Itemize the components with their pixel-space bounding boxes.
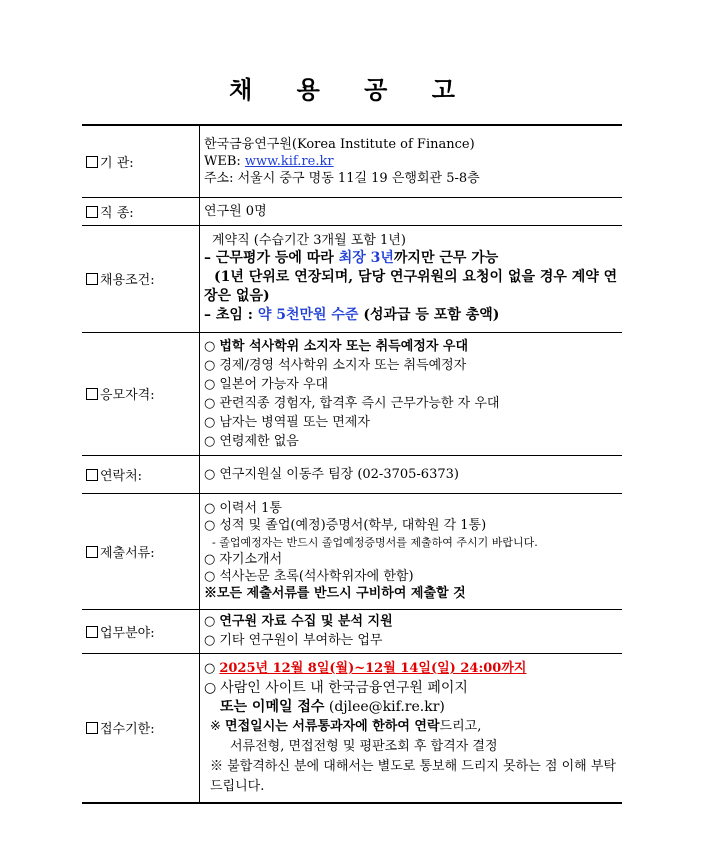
agency-web bbox=[204, 153, 620, 170]
label-contact bbox=[82, 455, 200, 493]
list-item bbox=[204, 568, 620, 585]
circle-icon: ○ bbox=[204, 466, 216, 482]
list-item bbox=[204, 631, 620, 650]
deadline-period bbox=[204, 659, 620, 679]
deadline-method-site bbox=[204, 679, 620, 698]
agency-address: 주소: 서울시 중구 명동 11길 19 은행회관 5-8층 bbox=[204, 170, 480, 186]
conditions-salary bbox=[204, 306, 620, 325]
circle-icon: ○ bbox=[204, 414, 216, 430]
item-text: 연구원 자료 수집 및 분석 지원 bbox=[219, 614, 393, 629]
text: 까지만 근무 가능 bbox=[393, 250, 499, 266]
label-text: 연락처: bbox=[100, 468, 143, 484]
item-text: 기타 연구원이 부여하는 업무 bbox=[219, 633, 383, 648]
circle-icon: ○ bbox=[204, 660, 216, 676]
label-agency bbox=[82, 125, 200, 197]
checkbox-icon bbox=[86, 546, 98, 558]
deadline-method-email bbox=[204, 698, 620, 717]
list-item bbox=[204, 432, 620, 451]
text: – 근무평가 등에 따라 bbox=[204, 250, 339, 266]
content-conditions bbox=[200, 225, 623, 332]
label-text: 응모자격: bbox=[100, 388, 155, 403]
list-item bbox=[204, 337, 620, 356]
label-deadline bbox=[82, 653, 200, 803]
circle-icon: ○ bbox=[204, 357, 216, 373]
deadline-interview-note bbox=[204, 717, 620, 737]
contact-text: 연구지원실 이동주 팀장 (02-3705-6373) bbox=[219, 466, 459, 482]
item-text: 일본어 가능자 우대 bbox=[219, 376, 329, 392]
documents-note: - 졸업예정자는 반드시 졸업예정증명서를 제출하여 주시기 바랍니다. bbox=[212, 536, 538, 549]
job-posting-table bbox=[82, 124, 622, 804]
content-documents bbox=[200, 493, 623, 609]
row-contact bbox=[82, 455, 622, 493]
circle-icon: ○ bbox=[204, 501, 216, 516]
list-item bbox=[204, 612, 620, 631]
method-text: 사람인 사이트 내 한국금융연구원 페이지 bbox=[220, 679, 468, 696]
circle-icon: ○ bbox=[204, 433, 216, 449]
label-conditions bbox=[82, 225, 200, 332]
item-text: 이력서 1통 bbox=[219, 501, 282, 516]
row-documents bbox=[82, 493, 622, 609]
conditions-max-period bbox=[204, 249, 620, 268]
list-item bbox=[204, 394, 620, 413]
contact-info bbox=[204, 466, 620, 483]
item-text: 남자는 병역필 또는 면제자 bbox=[219, 414, 370, 430]
text: (성과급 등 포함 총액) bbox=[358, 307, 500, 323]
item-text: 관련직종 경험자, 합격후 즉시 근무가능한 자 우대 bbox=[219, 395, 500, 411]
label-text: 접수기한: bbox=[100, 722, 155, 738]
row-deadline bbox=[82, 653, 622, 803]
row-agency bbox=[82, 125, 622, 197]
period-text: 2025년 12월 8일(월)~12월 14일(일) 24:00까지 bbox=[219, 660, 527, 676]
item-text: 석사논문 초록(석사학위자에 한함) bbox=[219, 569, 414, 584]
content-agency bbox=[200, 125, 623, 197]
page-title: 채 용 공 고 bbox=[229, 75, 473, 104]
circle-icon: ○ bbox=[204, 679, 217, 696]
circle-icon: ○ bbox=[204, 614, 216, 629]
item-text: 법학 석사학위 소지자 또는 취득예정자 우대 bbox=[219, 338, 469, 354]
list-item bbox=[204, 356, 620, 375]
circle-icon: ○ bbox=[204, 376, 216, 392]
content-contact bbox=[200, 455, 623, 493]
circle-icon: ○ bbox=[204, 633, 216, 648]
checkbox-icon bbox=[86, 722, 98, 734]
checkbox-icon bbox=[86, 388, 98, 400]
label-text: 직 종: bbox=[100, 205, 134, 221]
circle-icon: ○ bbox=[204, 569, 216, 584]
deadline-selection-note: 서류전형, 면접전형 및 평판조회 후 합격자 결정 bbox=[230, 738, 498, 754]
email-text: (djlee@kif.re.kr) bbox=[324, 698, 445, 715]
conditions-extension-note: (1년 단위로 연장되며, 담당 연구위원의 요청이 없을 경우 계약 연장은 없음) bbox=[204, 269, 618, 304]
checkbox-icon bbox=[86, 469, 98, 481]
content-qualifications bbox=[200, 332, 623, 455]
content-duties bbox=[200, 609, 623, 653]
label-text: 업무분야: bbox=[100, 625, 155, 641]
checkbox-icon bbox=[86, 273, 98, 285]
documents-warning: ※모든 제출서류를 반드시 구비하여 제출할 것 bbox=[204, 586, 466, 601]
note-text: 드리고, bbox=[439, 718, 482, 734]
label-text: 채용조건: bbox=[100, 273, 155, 288]
checkbox-icon bbox=[86, 156, 98, 168]
list-item bbox=[204, 375, 620, 394]
row-duties bbox=[82, 609, 622, 653]
highlight-text: 최장 3년 bbox=[338, 250, 394, 266]
row-conditions bbox=[82, 225, 622, 332]
item-text: 연령제한 없음 bbox=[219, 433, 299, 449]
label-position bbox=[82, 197, 200, 225]
text: – 초임 : bbox=[204, 307, 258, 323]
item-text: 성적 및 졸업(예정)증명서(학부, 대학원 각 1통) bbox=[219, 518, 487, 533]
circle-icon: ○ bbox=[204, 552, 216, 567]
content-position: 연구원 0명 bbox=[200, 197, 623, 225]
item-text: 자기소개서 bbox=[219, 552, 283, 567]
content-deadline bbox=[200, 653, 623, 803]
list-item bbox=[204, 413, 620, 432]
deadline-notice: ※ 불합격하신 분에 대해서는 별도로 통보해 드리지 못하는 점 이해 부탁드립니다. bbox=[210, 758, 616, 794]
label-text: 제출서류: bbox=[100, 545, 155, 561]
circle-icon: ○ bbox=[204, 518, 216, 533]
conditions-contract: 계약직 (수습기간 3개월 포함 1년) bbox=[212, 233, 406, 248]
web-link[interactable]: www.kif.re.kr bbox=[244, 153, 334, 169]
row-qualifications bbox=[82, 332, 622, 455]
note-text: 면접일시는 서류통과자에 한하여 연락 bbox=[225, 718, 440, 734]
item-text: 경제/경영 석사학위 소지자 또는 취득예정자 bbox=[219, 357, 467, 373]
checkbox-icon bbox=[86, 206, 98, 218]
label-documents bbox=[82, 493, 200, 609]
web-prefix: WEB: bbox=[204, 153, 245, 169]
label-text: 기 관: bbox=[100, 155, 134, 171]
list-item bbox=[204, 500, 620, 517]
row-position bbox=[82, 197, 622, 225]
checkbox-icon bbox=[86, 626, 98, 638]
label-qualifications bbox=[82, 332, 200, 455]
note-mark: ※ bbox=[210, 718, 226, 734]
method-text: 또는 이메일 접수 bbox=[220, 698, 325, 715]
agency-name: 한국금융연구원(Korea Institute of Finance) bbox=[204, 136, 475, 152]
highlight-text: 약 5천만원 수준 bbox=[257, 307, 359, 323]
circle-icon: ○ bbox=[204, 338, 216, 354]
list-item bbox=[204, 551, 620, 568]
label-duties bbox=[82, 609, 200, 653]
list-item bbox=[204, 517, 620, 534]
circle-icon: ○ bbox=[204, 395, 216, 411]
